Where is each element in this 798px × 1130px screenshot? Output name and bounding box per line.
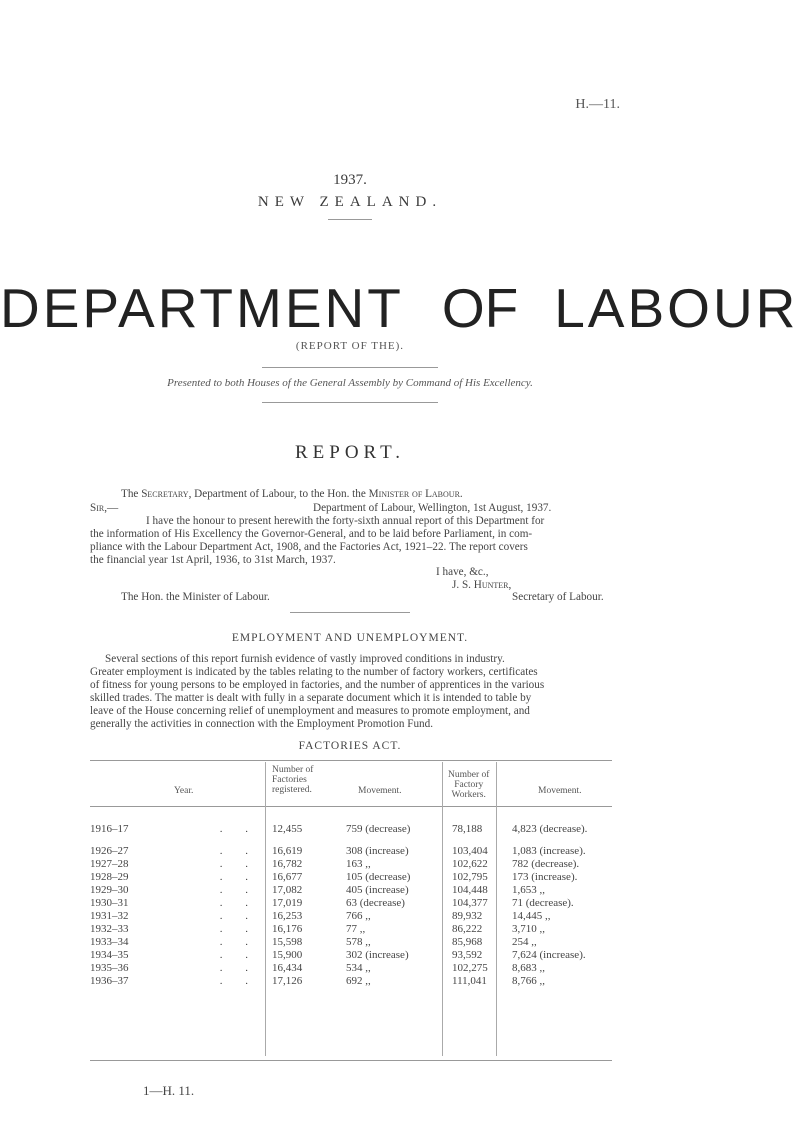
cell-factories: 16,176 <box>272 923 303 935</box>
table-row <box>90 949 612 962</box>
employment-line-3: of fitness for young persons to be employed in factories, and the number of apprentices in the various <box>90 679 545 691</box>
cell-factories: 15,900 <box>272 949 303 961</box>
table-row <box>90 823 612 836</box>
leader-dots: . . <box>219 858 258 870</box>
cell-year: 1931–32 <box>90 910 129 922</box>
cell-movement2: 3,710 ,, <box>512 923 545 935</box>
employment-line-1: Several sections of this report furnish evidence of vastly improved conditions in industry. <box>105 653 505 665</box>
report-body-line-4: the financial year 1st April, 1936, to 31st March, 1937. <box>90 554 336 566</box>
cell-factories: 16,677 <box>272 871 303 883</box>
cell-movement1: 534 ,, <box>346 962 371 974</box>
table-row <box>90 962 612 975</box>
leader-dots: . . <box>219 845 258 857</box>
col-header-year: Year. <box>174 786 194 796</box>
addressee-line: The Secretary, Department of Labour, to the Hon. the Minister of Labour. <box>121 488 463 500</box>
employment-line-6: generally the activities in connection with the Employment Promotion Fund. <box>90 718 434 730</box>
table-row <box>90 871 612 884</box>
cell-movement1: 578 ,, <box>346 936 371 948</box>
document-title <box>0 276 798 340</box>
leader-dots: . . <box>219 897 258 909</box>
col-header-movement-1: Movement. <box>358 786 402 796</box>
cell-movement1: 105 (decrease) <box>346 871 411 883</box>
cell-year: 1926–27 <box>90 845 129 857</box>
cell-movement2: 71 (decrease). <box>512 897 574 909</box>
col-header-factories: Number of Factories registered. <box>272 765 314 795</box>
report-body-line-1: I have the honour to present herewith the forty-sixth annual report of this Department for <box>146 515 545 527</box>
addressee-secretary: Secretary <box>141 488 189 500</box>
cell-movement1: 766 ,, <box>346 910 371 922</box>
cell-movement2: 1,653 ,, <box>512 884 545 896</box>
report-heading: REPORT. <box>294 442 406 463</box>
cell-workers: 102,795 <box>452 871 488 883</box>
title-word-labour: LABOUR <box>554 277 798 339</box>
cell-workers: 104,377 <box>452 897 488 909</box>
recipient: The Hon. the Minister of Labour. <box>121 591 270 603</box>
cell-year: 1935–36 <box>90 962 129 974</box>
leader-dots: . . <box>219 823 258 835</box>
cell-year: 1933–34 <box>90 936 129 948</box>
leader-dots: . . <box>219 923 258 935</box>
leader-dots: . . <box>219 871 258 883</box>
cell-factories: 15,598 <box>272 936 303 948</box>
cell-factories: 17,082 <box>272 884 303 896</box>
leader-dots: . . <box>219 910 258 922</box>
country-name: NEW ZEALAND. <box>257 194 443 210</box>
document-subtitle: (REPORT OF THE). <box>295 340 405 352</box>
cell-year: 1936–37 <box>90 975 129 987</box>
cell-year: 1930–31 <box>90 897 129 909</box>
cell-movement1: 163 ,, <box>346 858 371 870</box>
page-reference: H.—11. <box>575 97 620 112</box>
signatory-title: Secretary of Labour. <box>512 591 604 603</box>
cell-movement1: 302 (increase) <box>346 949 409 961</box>
cell-year: 1927–28 <box>90 858 129 870</box>
cell-movement2: 4,823 (decrease). <box>512 823 588 835</box>
salutation: Sir,— <box>90 502 119 514</box>
cell-movement2: 782 (decrease). <box>512 858 580 870</box>
leader-dots: . . <box>219 884 258 896</box>
cell-movement2: 1,083 (increase). <box>512 845 586 857</box>
report-divider <box>290 612 410 613</box>
leader-dots: . . <box>219 949 258 961</box>
employment-line-5: leave of the House concerning relief of unemployment and measures to promote employment, and <box>90 705 530 717</box>
table-row <box>90 923 612 936</box>
table-top-rule <box>90 760 612 761</box>
table-row <box>90 975 612 988</box>
signature: J. S. Hunter, <box>452 579 512 591</box>
employment-line-2: Greater employment is indicated by the tables relating to the number of factory workers, certificates <box>90 666 538 678</box>
cell-movement2: 8,766 ,, <box>512 975 545 987</box>
masthead-divider <box>328 219 372 220</box>
table-row <box>90 897 612 910</box>
cell-workers: 93,592 <box>452 949 483 961</box>
cell-year: 1916–17 <box>90 823 129 835</box>
factories-table-body <box>90 823 612 988</box>
table-row-spacer <box>90 836 612 845</box>
report-body-line-2: the information of His Excellency the Governor-General, and to be laid before Parliament, in com- <box>90 528 533 540</box>
cell-movement1: 77 ,, <box>346 923 366 935</box>
cell-factories: 16,782 <box>272 858 303 870</box>
closing: I have, &c., <box>436 566 489 578</box>
presented-line: Presented to both Houses of the General Assembly by Command of His Excellency. <box>167 377 533 389</box>
cell-movement2: 173 (increase). <box>512 871 578 883</box>
cell-workers: 89,932 <box>452 910 483 922</box>
cell-workers: 103,404 <box>452 845 488 857</box>
cell-workers: 102,275 <box>452 962 488 974</box>
cell-movement1: 63 (decrease) <box>346 897 405 909</box>
cell-factories: 17,019 <box>272 897 303 909</box>
cell-workers: 102,622 <box>452 858 488 870</box>
cell-movement1: 405 (increase) <box>346 884 409 896</box>
addressee-minister: Minister of Labour <box>368 488 460 500</box>
factories-heading: FACTORIES ACT. <box>298 740 402 752</box>
leader-dots: . . <box>219 936 258 948</box>
cell-year: 1934–35 <box>90 949 129 961</box>
signature-mark: 1—H. 11. <box>143 1083 195 1098</box>
presented-divider-top <box>262 367 438 368</box>
leader-dots: . . <box>219 962 258 974</box>
leader-dots: . . <box>219 975 258 987</box>
cell-factories: 17,126 <box>272 975 303 987</box>
report-body-line-3: pliance with the Labour Department Act, 1908, and the Factories Act, 1921–22. The report covers <box>90 541 528 553</box>
table-row <box>90 884 612 897</box>
title-word-department: DEPARTMENT <box>0 277 404 339</box>
col-header-movement-2: Movement. <box>538 786 582 796</box>
cell-movement1: 692 ,, <box>346 975 371 987</box>
table-header-rule <box>90 806 612 807</box>
cell-workers: 85,968 <box>452 936 483 948</box>
report-year: 1937. <box>333 172 367 188</box>
title-word-of: OF <box>441 277 519 339</box>
cell-workers: 111,041 <box>452 975 487 987</box>
cell-year: 1932–33 <box>90 923 129 935</box>
cell-movement2: 254 ,, <box>512 936 537 948</box>
table-row <box>90 858 612 871</box>
cell-movement2: 14,445 ,, <box>512 910 551 922</box>
presented-divider-bottom <box>262 402 438 403</box>
cell-movement1: 308 (increase) <box>346 845 409 857</box>
cell-movement1: 759 (decrease) <box>346 823 411 835</box>
table-row <box>90 845 612 858</box>
cell-factories: 16,253 <box>272 910 303 922</box>
table-row <box>90 936 612 949</box>
cell-factories: 16,434 <box>272 962 303 974</box>
table-bottom-rule <box>90 1060 612 1061</box>
cell-workers: 78,188 <box>452 823 483 835</box>
factories-table <box>90 823 612 988</box>
cell-year: 1928–29 <box>90 871 129 883</box>
cell-movement2: 7,624 (increase). <box>512 949 586 961</box>
cell-workers: 104,448 <box>452 884 488 896</box>
employment-line-4: skilled trades. The matter is dealt with fully in a separate document which it is intended to table by <box>90 692 532 704</box>
place-date: Department of Labour, Wellington, 1st August, 1937. <box>313 502 552 514</box>
employment-heading: EMPLOYMENT AND UNEMPLOYMENT. <box>231 632 469 644</box>
cell-workers: 86,222 <box>452 923 483 935</box>
cell-factories: 16,619 <box>272 845 303 857</box>
table-row <box>90 910 612 923</box>
cell-factories: 12,455 <box>272 823 303 835</box>
cell-year: 1929–30 <box>90 884 129 896</box>
cell-movement2: 8,683 ,, <box>512 962 545 974</box>
col-header-workers: Number of Factory Workers. <box>448 770 490 800</box>
